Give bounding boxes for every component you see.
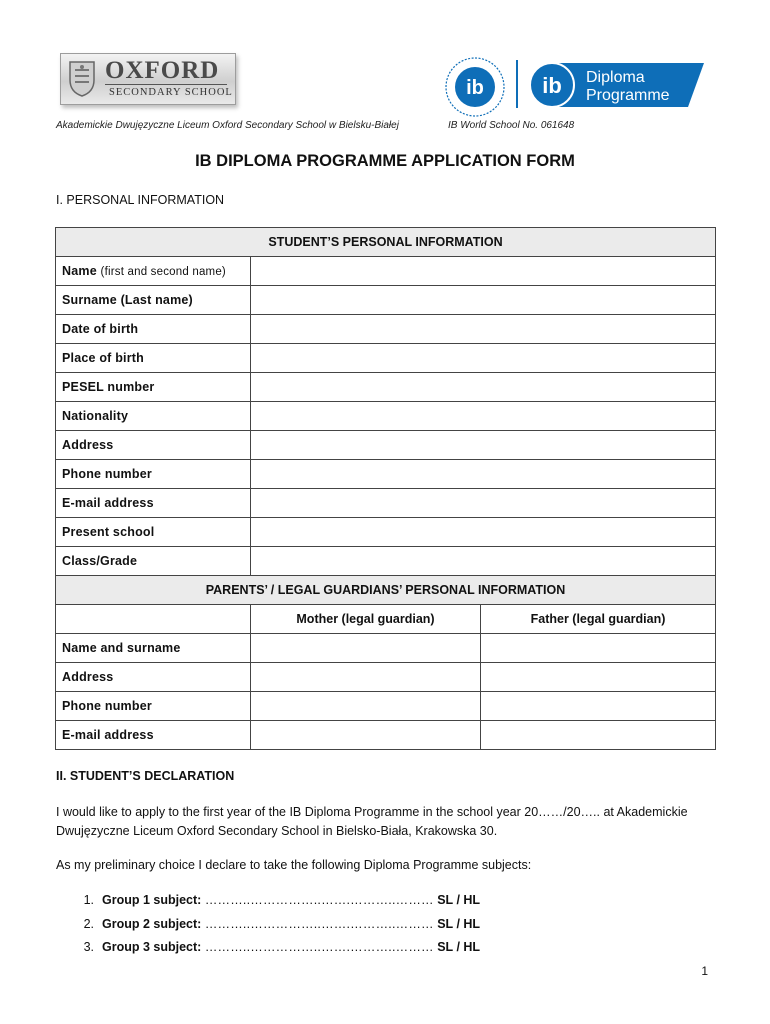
page-title: IB DIPLOMA PROGRAMME APPLICATION FORM: [195, 152, 575, 170]
section-declaration-heading: II. STUDENT’S DECLARATION: [56, 769, 235, 783]
pesel-input[interactable]: [251, 373, 716, 402]
svg-text:Diploma: Diploma: [586, 69, 645, 86]
field-label-email: E-mail address: [56, 489, 251, 518]
table-row: [56, 634, 716, 663]
table-row: [56, 344, 716, 373]
ib-world-school-seal-icon: [444, 56, 506, 118]
father-address-input[interactable]: [481, 663, 716, 692]
father-name-input[interactable]: [481, 634, 716, 663]
field-label-place-of-birth: Place of birth: [56, 344, 251, 373]
subject-label: Group 2 subject:: [102, 916, 202, 931]
address-input[interactable]: [251, 431, 716, 460]
subject-blank[interactable]: ………..……………..…….………..………: [204, 940, 434, 954]
subject-label: Group 3 subject:: [102, 940, 202, 954]
personal-information-table: [55, 227, 716, 750]
father-phone-input[interactable]: [481, 692, 716, 721]
svg-text:Programme: Programme: [586, 87, 670, 104]
svg-text:ib: ib: [466, 77, 484, 99]
mother-name-input[interactable]: [251, 634, 481, 663]
list-item: [56, 937, 480, 961]
subject-number: 2.: [83, 916, 94, 931]
father-column-header: Father (legal guardian): [481, 605, 716, 634]
field-label-phone: Phone number: [56, 460, 251, 489]
field-label-name: Name (first and second name): [56, 257, 251, 286]
school-caption: Akademickie Dwujęzyczne Liceum Oxford Secondary School w Bielsku-Białej: [56, 120, 399, 131]
date-of-birth-input[interactable]: [251, 315, 716, 344]
table-row: [56, 721, 716, 750]
field-label-nationality: Nationality: [56, 402, 251, 431]
subject-blank[interactable]: ………..……………..…….………..………: [204, 893, 434, 907]
field-label-date-of-birth: Date of birth: [56, 315, 251, 344]
table-row: [56, 402, 716, 431]
mother-email-input[interactable]: [251, 721, 481, 750]
table-row: [56, 605, 716, 634]
parent-label-name: Name and surname: [56, 634, 251, 663]
list-item: [56, 890, 480, 914]
parent-label-phone: Phone number: [56, 692, 251, 721]
field-label-address: Address: [56, 431, 251, 460]
section-personal-information-heading: I. PERSONAL INFORMATION: [56, 193, 225, 207]
table-row: [56, 663, 716, 692]
svg-text:ib: ib: [542, 73, 562, 98]
subject-level[interactable]: SL / HL: [437, 893, 481, 907]
table-row: [56, 431, 716, 460]
empty-corner-cell: [56, 605, 251, 634]
class-grade-input[interactable]: [251, 547, 716, 576]
page-number: 1: [701, 964, 708, 978]
parent-label-email: E-mail address: [56, 721, 251, 750]
subject-number: 1.: [83, 893, 94, 907]
field-label-present-school: Present school: [56, 518, 251, 547]
field-label-class-grade: Class/Grade: [56, 547, 251, 576]
student-info-header: STUDENT’S PERSONAL INFORMATION: [56, 228, 716, 257]
field-label-pesel: PESEL number: [56, 373, 251, 402]
ib-logo-divider: [516, 60, 518, 108]
oxford-logo-name: OXFORD: [105, 57, 220, 84]
crest-icon: [67, 58, 97, 98]
table-row: [56, 692, 716, 721]
subject-label: Group 1 subject:: [102, 893, 202, 907]
present-school-input[interactable]: [251, 518, 716, 547]
declaration-paragraph: I would like to apply to the first year of the IB Diploma Programme in the school year 20……/20….. at Akademickie Dwujęzyczne Liceum Oxford Secondary School in Bielsko-Biała, Krakowska 30.: [56, 805, 688, 838]
field-note: (first and second name): [100, 266, 226, 278]
surname-input[interactable]: [251, 286, 716, 315]
mother-phone-input[interactable]: [251, 692, 481, 721]
oxford-school-logo: [60, 53, 236, 105]
parents-info-header: PARENTS’ / LEGAL GUARDIANS’ PERSONAL INFORMATION: [56, 576, 716, 605]
father-email-input[interactable]: [481, 721, 716, 750]
table-row: [56, 373, 716, 402]
mother-column-header: Mother (legal guardian): [251, 605, 481, 634]
ib-diploma-programme-logo: [528, 61, 708, 109]
email-input[interactable]: [251, 489, 716, 518]
table-row: [56, 315, 716, 344]
phone-input[interactable]: [251, 460, 716, 489]
subject-number: 3.: [83, 940, 94, 954]
table-row: [56, 547, 716, 576]
mother-address-input[interactable]: [251, 663, 481, 692]
oxford-logo-subtitle: SECONDARY SCHOOL: [109, 87, 233, 98]
nationality-input[interactable]: [251, 402, 716, 431]
table-row: [56, 518, 716, 547]
field-label-surname: Surname (Last name): [56, 286, 251, 315]
student-info-header-row: [56, 228, 716, 257]
ib-school-number: IB World School No. 061648: [448, 120, 575, 131]
name-input[interactable]: [251, 257, 716, 286]
subjects-intro-paragraph: As my preliminary choice I declare to take the following Diploma Programme subjects:: [56, 858, 532, 872]
oxford-logo-rule: [105, 84, 227, 85]
table-row: [56, 257, 716, 286]
subject-level[interactable]: SL / HL: [437, 940, 481, 954]
subjects-list: [56, 890, 480, 961]
place-of-birth-input[interactable]: [251, 344, 716, 373]
subject-blank[interactable]: ………..……………..…….………..………: [204, 916, 434, 931]
parents-info-header-row: [56, 576, 716, 605]
table-row: [56, 286, 716, 315]
table-row: [56, 460, 716, 489]
table-row: [56, 489, 716, 518]
list-item: [56, 914, 480, 938]
subject-level[interactable]: SL / HL: [437, 916, 481, 931]
parent-label-address: Address: [56, 663, 251, 692]
